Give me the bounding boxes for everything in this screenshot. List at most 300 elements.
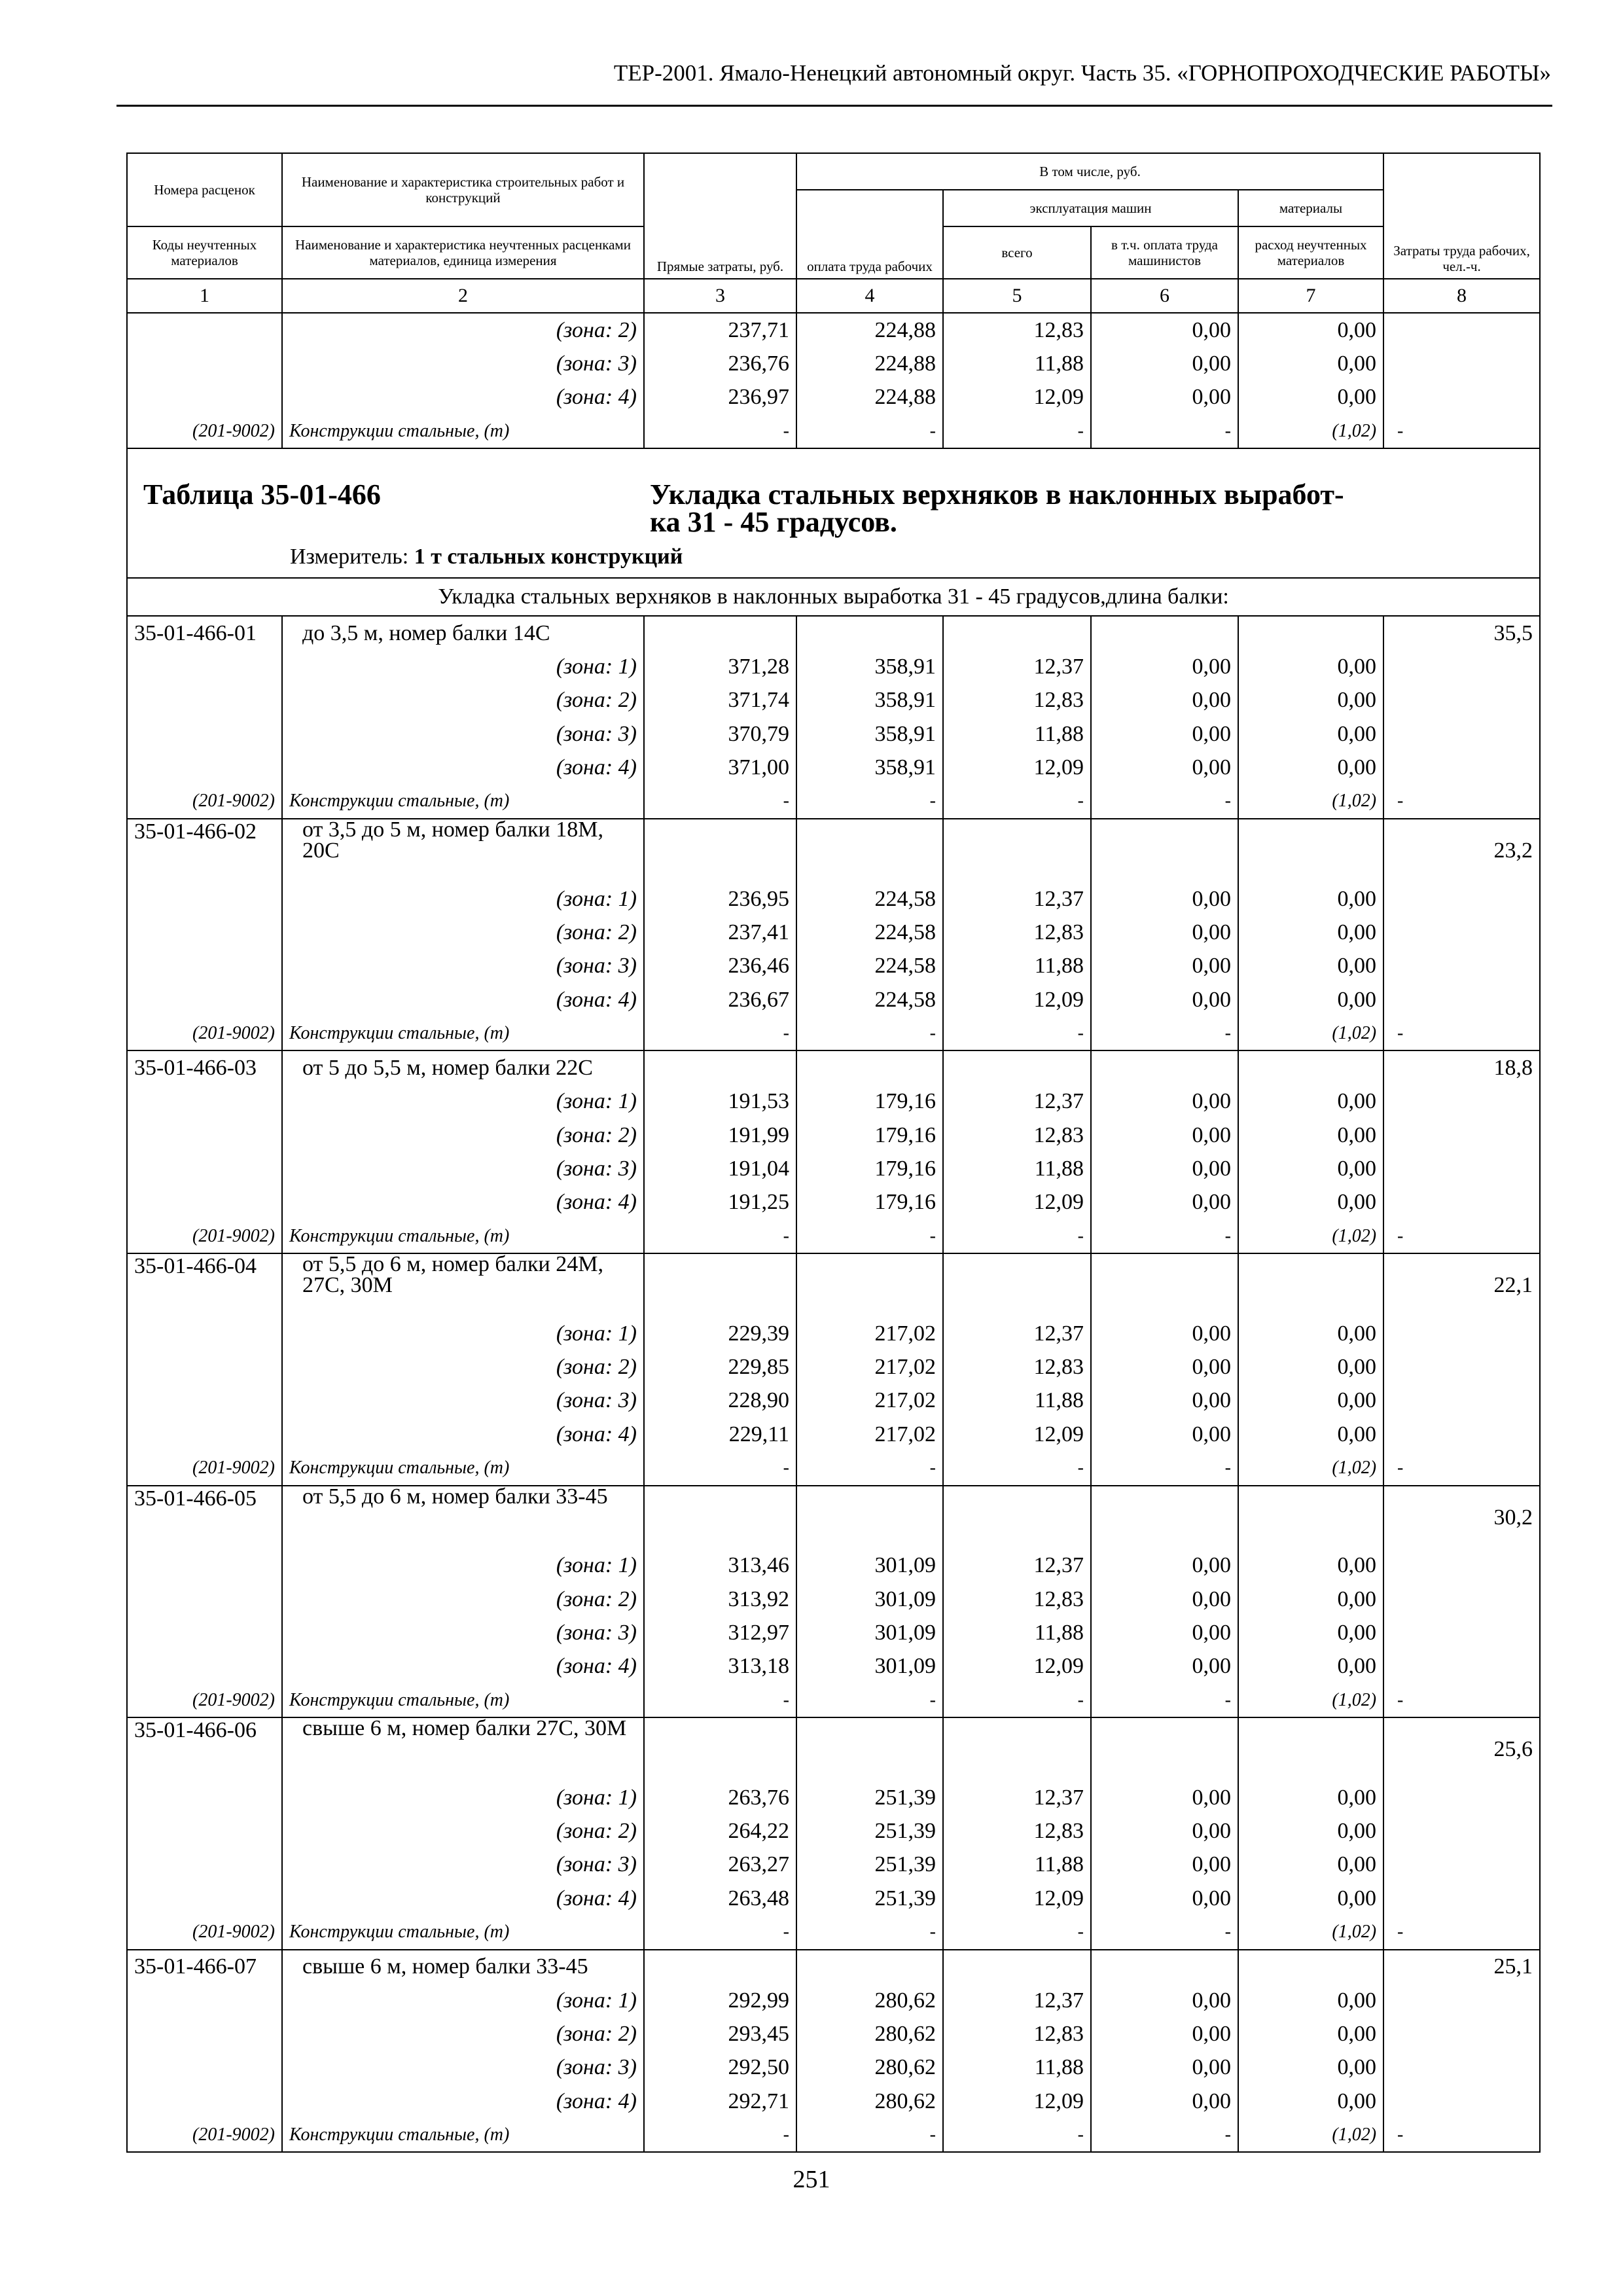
rate-code: 35-01-466-03 bbox=[127, 1050, 282, 1085]
zone-row bbox=[127, 1549, 1540, 1583]
worker-pay: 301,09 bbox=[796, 1616, 943, 1649]
zone-label: (зона: 3) bbox=[282, 717, 644, 751]
labor-cost: - bbox=[1383, 1915, 1540, 1949]
direct-cost: 236,95 bbox=[644, 882, 796, 916]
rate-name: от 3,5 до 5 м, номер балки 18М, 20С bbox=[282, 819, 644, 882]
zone-label: (зона: 2) bbox=[282, 1351, 644, 1384]
direct-cost: 228,90 bbox=[644, 1384, 796, 1418]
materials-cost: 0,00 bbox=[1238, 1549, 1383, 1583]
zone-label: (зона: 2) bbox=[282, 1583, 644, 1616]
zone-row bbox=[127, 751, 1540, 784]
operator-pay: 0,00 bbox=[1091, 2017, 1238, 2051]
machine-total: 12,37 bbox=[943, 1781, 1091, 1814]
zone-label: (зона: 2) bbox=[282, 2017, 644, 2051]
worker-pay: 217,02 bbox=[796, 1317, 943, 1350]
worker-pay: 251,39 bbox=[796, 1882, 943, 1915]
zone-label: (зона: 1) bbox=[282, 882, 644, 916]
zone-label: (зона: 4) bbox=[282, 1186, 644, 1219]
col-number: 8 bbox=[1383, 279, 1540, 313]
materials-cost: 0,00 bbox=[1238, 1650, 1383, 1683]
material-name: Конструкции стальные, (т) bbox=[282, 2118, 644, 2152]
direct-cost: 236,67 bbox=[644, 983, 796, 1016]
worker-pay: 251,39 bbox=[796, 1848, 943, 1882]
worker-pay: 217,02 bbox=[796, 1418, 943, 1451]
materials-cost: 0,00 bbox=[1238, 1616, 1383, 1649]
operator-pay: 0,00 bbox=[1091, 1384, 1238, 1418]
price-table bbox=[126, 152, 1541, 2153]
col-header-incl: В том числе, руб. bbox=[796, 153, 1383, 190]
labor-cost: 30,2 bbox=[1383, 1486, 1540, 1549]
materials-cost: 0,00 bbox=[1238, 1119, 1383, 1152]
zone-row bbox=[127, 916, 1540, 949]
worker-pay: - bbox=[796, 414, 943, 448]
direct-cost: 237,71 bbox=[644, 313, 796, 347]
zone-row bbox=[127, 1815, 1540, 1848]
worker-pay: - bbox=[796, 1016, 943, 1050]
zone-row bbox=[127, 1418, 1540, 1451]
direct-cost: 313,46 bbox=[644, 1549, 796, 1583]
worker-pay: 301,09 bbox=[796, 1583, 943, 1616]
operator-pay: - bbox=[1091, 1016, 1238, 1050]
zone-row bbox=[127, 1848, 1540, 1882]
col-header-3: Прямые затраты, руб. bbox=[644, 153, 796, 279]
machine-total: 12,37 bbox=[943, 650, 1091, 683]
zone-row bbox=[127, 1882, 1540, 1915]
worker-pay: 251,39 bbox=[796, 1781, 943, 1814]
operator-pay: 0,00 bbox=[1091, 916, 1238, 949]
table-heading bbox=[127, 448, 1540, 578]
rate-name: свыше 6 м, номер балки 27С, 30М bbox=[282, 1717, 644, 1781]
table-title-line2: ка 31 - 45 градусов. bbox=[650, 506, 897, 539]
table-row bbox=[127, 347, 1540, 380]
machine-total: 12,09 bbox=[943, 381, 1091, 414]
machine-total: - bbox=[943, 1915, 1091, 1949]
operator-pay: 0,00 bbox=[1091, 1616, 1238, 1649]
zone-label: (зона: 4) bbox=[282, 1650, 644, 1683]
machine-total: 11,88 bbox=[943, 950, 1091, 983]
material-name: Конструкции стальные, (т) bbox=[282, 1219, 644, 1253]
rate-name: до 3,5 м, номер балки 14С bbox=[282, 616, 644, 650]
materials-cost: 0,00 bbox=[1238, 751, 1383, 784]
machine-total: 11,88 bbox=[943, 347, 1091, 380]
materials-cost: 0,00 bbox=[1238, 684, 1383, 717]
zone-label: (зона: 4) bbox=[282, 983, 644, 1016]
operator-pay: - bbox=[1091, 785, 1238, 819]
materials-cost: 0,00 bbox=[1238, 1317, 1383, 1350]
material-code: (201-9002) bbox=[127, 785, 282, 819]
operator-pay: 0,00 bbox=[1091, 684, 1238, 717]
direct-cost: 229,11 bbox=[644, 1418, 796, 1451]
rate-row bbox=[127, 1486, 1540, 1549]
labor-cost: - bbox=[1383, 1683, 1540, 1717]
material-usage: (1,02) bbox=[1238, 1016, 1383, 1050]
zone-label: (зона: 1) bbox=[282, 1781, 644, 1814]
direct-cost: 371,28 bbox=[644, 650, 796, 683]
col-number: 7 bbox=[1238, 279, 1383, 313]
material-usage: (1,02) bbox=[1238, 1915, 1383, 1949]
table-row bbox=[127, 381, 1540, 414]
direct-cost: - bbox=[644, 1451, 796, 1485]
direct-cost: 191,04 bbox=[644, 1152, 796, 1185]
direct-cost: 237,41 bbox=[644, 916, 796, 949]
table-row bbox=[127, 313, 1540, 347]
rate-name: свыше 6 м, номер балки 33-45 bbox=[282, 1950, 644, 1984]
direct-cost: 236,76 bbox=[644, 347, 796, 380]
material-name: Конструкции стальные, (т) bbox=[282, 1915, 644, 1949]
worker-pay: 224,88 bbox=[796, 313, 943, 347]
operator-pay: 0,00 bbox=[1091, 1152, 1238, 1185]
direct-cost: 191,25 bbox=[644, 1186, 796, 1219]
direct-cost: 371,00 bbox=[644, 751, 796, 784]
machine-total: - bbox=[943, 414, 1091, 448]
col-header-4: оплата труда рабочих bbox=[796, 190, 943, 279]
machine-total: 12,09 bbox=[943, 1882, 1091, 1915]
operator-pay: - bbox=[1091, 2118, 1238, 2152]
rate-name: от 5,5 до 6 м, номер балки 24М, 27С, 30М bbox=[282, 1253, 644, 1317]
machine-total: 11,88 bbox=[943, 2051, 1091, 2085]
zone-label: (зона: 4) bbox=[282, 381, 644, 414]
table-title-line1: Укладка стальных верхняков в наклонных выработ- bbox=[650, 478, 1344, 511]
rate-row bbox=[127, 1950, 1540, 1984]
table-number: Таблица 35-01-466 bbox=[143, 478, 381, 511]
material-code: (201-9002) bbox=[127, 2118, 282, 2152]
operator-pay: 0,00 bbox=[1091, 1984, 1238, 2017]
material-row bbox=[127, 1915, 1540, 1949]
zone-label: (зона: 3) bbox=[282, 950, 644, 983]
zone-label: (зона: 2) bbox=[282, 1119, 644, 1152]
col-header-6: в т.ч. оплата труда машинистов bbox=[1091, 226, 1238, 279]
direct-cost: 292,99 bbox=[644, 1984, 796, 2017]
col-header-5: всего bbox=[943, 226, 1091, 279]
zone-row bbox=[127, 1384, 1540, 1418]
worker-pay: 217,02 bbox=[796, 1351, 943, 1384]
direct-cost: 263,27 bbox=[644, 1848, 796, 1882]
col-header-8: Затраты труда рабочих, чел.-ч. bbox=[1383, 153, 1540, 279]
worker-pay: - bbox=[796, 1451, 943, 1485]
machine-total: 12,09 bbox=[943, 751, 1091, 784]
rate-code: 35-01-466-02 bbox=[127, 819, 282, 882]
labor-cost: 22,1 bbox=[1383, 1253, 1540, 1317]
material-row bbox=[127, 1219, 1540, 1253]
direct-cost: 191,53 bbox=[644, 1085, 796, 1119]
rate-row bbox=[127, 1050, 1540, 1085]
col-header-1b: Коды неучтенных материалов bbox=[127, 226, 282, 279]
zone-row bbox=[127, 684, 1540, 717]
direct-cost: 313,92 bbox=[644, 1583, 796, 1616]
worker-pay: 358,91 bbox=[796, 751, 943, 784]
operator-pay: 0,00 bbox=[1091, 2051, 1238, 2085]
machine-total: 12,37 bbox=[943, 1317, 1091, 1350]
material-name: Конструкции стальные, (т) bbox=[282, 1451, 644, 1485]
operator-pay: 0,00 bbox=[1091, 1418, 1238, 1451]
materials-cost: 0,00 bbox=[1238, 2017, 1383, 2051]
section-title: Укладка стальных верхняков в наклонных выработка 31 - 45 градусов,длина балки: bbox=[127, 578, 1540, 616]
zone-row bbox=[127, 1781, 1540, 1814]
machine-total: 12,09 bbox=[943, 983, 1091, 1016]
material-usage: (1,02) bbox=[1238, 785, 1383, 819]
labor-cost: - bbox=[1383, 2118, 1540, 2152]
zone-row bbox=[127, 950, 1540, 983]
machine-total: 12,83 bbox=[943, 1583, 1091, 1616]
direct-cost: 292,50 bbox=[644, 2051, 796, 2085]
zone-label: (зона: 4) bbox=[282, 1418, 644, 1451]
worker-pay: 280,62 bbox=[796, 2085, 943, 2118]
material-name: Конструкции стальные, (т) bbox=[282, 785, 644, 819]
materials-cost: 0,00 bbox=[1238, 381, 1383, 414]
zone-label: (зона: 2) bbox=[282, 313, 644, 347]
worker-pay: 179,16 bbox=[796, 1186, 943, 1219]
operator-pay: 0,00 bbox=[1091, 751, 1238, 784]
labor-cost: - bbox=[1383, 1016, 1540, 1050]
materials-cost: 0,00 bbox=[1238, 650, 1383, 683]
zone-label: (зона: 1) bbox=[282, 1549, 644, 1583]
material-usage: (1,02) bbox=[1238, 414, 1383, 448]
worker-pay: 224,58 bbox=[796, 882, 943, 916]
materials-cost: 0,00 bbox=[1238, 1815, 1383, 1848]
labor-cost: 25,6 bbox=[1383, 1717, 1540, 1781]
rate-code: 35-01-466-04 bbox=[127, 1253, 282, 1317]
rate-name: от 5,5 до 6 м, номер балки 33-45 bbox=[282, 1486, 644, 1549]
material-code: (201-9002) bbox=[127, 1451, 282, 1485]
header-rule bbox=[116, 105, 1552, 107]
materials-cost: 0,00 bbox=[1238, 1351, 1383, 1384]
operator-pay: - bbox=[1091, 1915, 1238, 1949]
machine-total: 11,88 bbox=[943, 1616, 1091, 1649]
labor-cost: - bbox=[1383, 414, 1540, 448]
col-header-materials: материалы bbox=[1238, 190, 1383, 226]
labor-cost: - bbox=[1383, 1219, 1540, 1253]
materials-cost: 0,00 bbox=[1238, 717, 1383, 751]
materials-cost: 0,00 bbox=[1238, 1085, 1383, 1119]
worker-pay: 280,62 bbox=[796, 2051, 943, 2085]
machine-total: 12,09 bbox=[943, 1650, 1091, 1683]
rate-code: 35-01-466-06 bbox=[127, 1717, 282, 1781]
material-row bbox=[127, 785, 1540, 819]
zone-label: (зона: 2) bbox=[282, 1815, 644, 1848]
operator-pay: - bbox=[1091, 1451, 1238, 1485]
labor-cost: - bbox=[1383, 785, 1540, 819]
operator-pay: 0,00 bbox=[1091, 950, 1238, 983]
worker-pay: 179,16 bbox=[796, 1085, 943, 1119]
operator-pay: 0,00 bbox=[1091, 717, 1238, 751]
materials-cost: 0,00 bbox=[1238, 882, 1383, 916]
materials-cost: 0,00 bbox=[1238, 2085, 1383, 2118]
operator-pay: 0,00 bbox=[1091, 347, 1238, 380]
material-row bbox=[127, 1683, 1540, 1717]
col-number: 2 bbox=[282, 279, 644, 313]
machine-total: - bbox=[943, 1683, 1091, 1717]
operator-pay: 0,00 bbox=[1091, 1583, 1238, 1616]
material-usage: (1,02) bbox=[1238, 2118, 1383, 2152]
worker-pay: 179,16 bbox=[796, 1152, 943, 1185]
operator-pay: 0,00 bbox=[1091, 1351, 1238, 1384]
zone-row bbox=[127, 1119, 1540, 1152]
machine-total: - bbox=[943, 1451, 1091, 1485]
machine-total: 12,83 bbox=[943, 916, 1091, 949]
worker-pay: 224,58 bbox=[796, 950, 943, 983]
machine-total: 12,83 bbox=[943, 1119, 1091, 1152]
machine-total: 12,09 bbox=[943, 2085, 1091, 2118]
labor-cost: 23,2 bbox=[1383, 819, 1540, 882]
operator-pay: 0,00 bbox=[1091, 1119, 1238, 1152]
materials-cost: 0,00 bbox=[1238, 2051, 1383, 2085]
zone-label: (зона: 1) bbox=[282, 1085, 644, 1119]
materials-cost: 0,00 bbox=[1238, 983, 1383, 1016]
zone-label: (зона: 2) bbox=[282, 916, 644, 949]
machine-total: - bbox=[943, 1016, 1091, 1050]
rate-name: от 5 до 5,5 м, номер балки 22С bbox=[282, 1050, 644, 1085]
machine-total: 12,37 bbox=[943, 1549, 1091, 1583]
items-body bbox=[127, 616, 1540, 2152]
machine-total: 12,09 bbox=[943, 1418, 1091, 1451]
material-code: (201-9002) bbox=[127, 1219, 282, 1253]
zone-label: (зона: 3) bbox=[282, 1152, 644, 1185]
zone-label: (зона: 3) bbox=[282, 1848, 644, 1882]
operator-pay: 0,00 bbox=[1091, 2085, 1238, 2118]
worker-pay: - bbox=[796, 1683, 943, 1717]
direct-cost: 292,71 bbox=[644, 2085, 796, 2118]
worker-pay: 358,91 bbox=[796, 650, 943, 683]
rate-code: 35-01-466-01 bbox=[127, 616, 282, 650]
running-header: ТЕР-2001. Ямало-Ненецкий автономный округ. Часть 35. «ГОРНОПРОХОДЧЕСКИЕ РАБОТЫ» bbox=[613, 60, 1551, 86]
materials-cost: 0,00 bbox=[1238, 1583, 1383, 1616]
material-name: Конструкции стальные, (т) bbox=[282, 1683, 644, 1717]
materials-cost: 0,00 bbox=[1238, 1418, 1383, 1451]
operator-pay: 0,00 bbox=[1091, 1882, 1238, 1915]
machine-total: 11,88 bbox=[943, 717, 1091, 751]
operator-pay: 0,00 bbox=[1091, 983, 1238, 1016]
direct-cost: - bbox=[644, 1016, 796, 1050]
zone-label: (зона: 3) bbox=[282, 1384, 644, 1418]
zone-row bbox=[127, 1317, 1540, 1350]
machine-total: 11,88 bbox=[943, 1152, 1091, 1185]
materials-cost: 0,00 bbox=[1238, 1882, 1383, 1915]
direct-cost: 191,99 bbox=[644, 1119, 796, 1152]
direct-cost: 370,79 bbox=[644, 717, 796, 751]
worker-pay: - bbox=[796, 1219, 943, 1253]
page-number: 251 bbox=[793, 2166, 830, 2193]
worker-pay: 224,88 bbox=[796, 381, 943, 414]
materials-cost: 0,00 bbox=[1238, 347, 1383, 380]
materials-cost: 0,00 bbox=[1238, 1781, 1383, 1814]
machine-total: 11,88 bbox=[943, 1848, 1091, 1882]
worker-pay: 224,88 bbox=[796, 347, 943, 380]
machine-total: - bbox=[943, 1219, 1091, 1253]
worker-pay: 224,58 bbox=[796, 916, 943, 949]
labor-cost: 35,5 bbox=[1383, 616, 1540, 650]
machine-total: - bbox=[943, 785, 1091, 819]
material-row bbox=[127, 414, 1540, 448]
rate-row bbox=[127, 1717, 1540, 1781]
zone-label: (зона: 1) bbox=[282, 1317, 644, 1350]
col-number: 4 bbox=[796, 279, 943, 313]
worker-pay: - bbox=[796, 1915, 943, 1949]
operator-pay: 0,00 bbox=[1091, 1848, 1238, 1882]
material-usage: (1,02) bbox=[1238, 1683, 1383, 1717]
zone-row bbox=[127, 2017, 1540, 2051]
worker-pay: 217,02 bbox=[796, 1384, 943, 1418]
rate-code: 35-01-466-05 bbox=[127, 1486, 282, 1549]
labor-cost: 25,1 bbox=[1383, 1950, 1540, 1984]
operator-pay: 0,00 bbox=[1091, 650, 1238, 683]
worker-pay: 280,62 bbox=[796, 2017, 943, 2051]
material-usage: (1,02) bbox=[1238, 1219, 1383, 1253]
material-row bbox=[127, 1451, 1540, 1485]
col-header-1a: Номера расценок bbox=[127, 153, 282, 226]
machine-total: 12,37 bbox=[943, 882, 1091, 916]
zone-label: (зона: 3) bbox=[282, 1616, 644, 1649]
zone-row bbox=[127, 1984, 1540, 2017]
materials-cost: 0,00 bbox=[1238, 1186, 1383, 1219]
direct-cost: - bbox=[644, 2118, 796, 2152]
materials-cost: 0,00 bbox=[1238, 1384, 1383, 1418]
machine-total: 12,83 bbox=[943, 1815, 1091, 1848]
zone-row bbox=[127, 717, 1540, 751]
operator-pay: - bbox=[1091, 1683, 1238, 1717]
direct-cost: 236,97 bbox=[644, 381, 796, 414]
worker-pay: 358,91 bbox=[796, 684, 943, 717]
direct-cost: 229,39 bbox=[644, 1317, 796, 1350]
zone-label: (зона: 2) bbox=[282, 684, 644, 717]
worker-pay: - bbox=[796, 2118, 943, 2152]
material-code: (201-9002) bbox=[127, 414, 282, 448]
operator-pay: 0,00 bbox=[1091, 882, 1238, 916]
rate-row bbox=[127, 819, 1540, 882]
zone-label: (зона: 1) bbox=[282, 1984, 644, 2017]
meter-value: 1 т стальных конструкций bbox=[414, 545, 683, 569]
direct-cost: 229,85 bbox=[644, 1351, 796, 1384]
col-header-machines: эксплуатация машин bbox=[943, 190, 1238, 226]
zone-row bbox=[127, 1152, 1540, 1185]
zone-row bbox=[127, 2051, 1540, 2085]
zone-label: (зона: 1) bbox=[282, 650, 644, 683]
rate-row bbox=[127, 616, 1540, 650]
operator-pay: 0,00 bbox=[1091, 1781, 1238, 1814]
col-header-2b: Наименование и характеристика неучтенных расценками материалов, единица измерения bbox=[282, 226, 644, 279]
machine-total: 12,09 bbox=[943, 1186, 1091, 1219]
worker-pay: 224,58 bbox=[796, 983, 943, 1016]
direct-cost: 313,18 bbox=[644, 1650, 796, 1683]
zone-row bbox=[127, 1583, 1540, 1616]
machine-total: - bbox=[943, 2118, 1091, 2152]
zone-label: (зона: 4) bbox=[282, 1882, 644, 1915]
meter-label: Измеритель: bbox=[290, 545, 409, 569]
direct-cost: 263,48 bbox=[644, 1882, 796, 1915]
zone-label: (зона: 3) bbox=[282, 2051, 644, 2085]
zone-label: (зона: 3) bbox=[282, 347, 644, 380]
operator-pay: 0,00 bbox=[1091, 381, 1238, 414]
machine-total: 11,88 bbox=[943, 1384, 1091, 1418]
worker-pay: 251,39 bbox=[796, 1815, 943, 1848]
worker-pay: 301,09 bbox=[796, 1549, 943, 1583]
machine-total: 12,83 bbox=[943, 684, 1091, 717]
zone-row bbox=[127, 1650, 1540, 1683]
operator-pay: 0,00 bbox=[1091, 313, 1238, 347]
zone-row bbox=[127, 1351, 1540, 1384]
material-code: (201-9002) bbox=[127, 1915, 282, 1949]
col-header-7: расход неучтенных материалов bbox=[1238, 226, 1383, 279]
zone-row bbox=[127, 1616, 1540, 1649]
zone-row bbox=[127, 1186, 1540, 1219]
machine-total: 12,37 bbox=[943, 1984, 1091, 2017]
rate-code: 35-01-466-07 bbox=[127, 1950, 282, 1984]
direct-cost: 371,74 bbox=[644, 684, 796, 717]
material-row bbox=[127, 1016, 1540, 1050]
direct-cost: 312,97 bbox=[644, 1616, 796, 1649]
material-row bbox=[127, 2118, 1540, 2152]
direct-cost: - bbox=[644, 1219, 796, 1253]
direct-cost: - bbox=[644, 1683, 796, 1717]
